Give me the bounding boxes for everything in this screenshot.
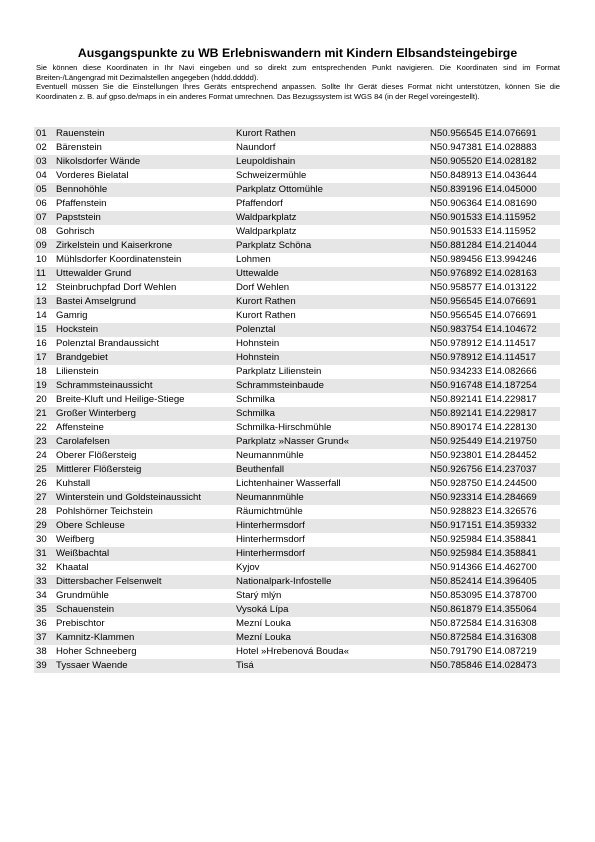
starting-point: Kurort Rathen: [234, 309, 428, 323]
hike-name: Rauenstein: [54, 127, 234, 141]
table-row: [34, 211, 560, 225]
table-row: [34, 575, 560, 589]
point-number: 36: [34, 617, 54, 631]
hike-name: Lilienstein: [54, 365, 234, 379]
hike-name: Obere Schleuse: [54, 519, 234, 533]
table-row: [34, 323, 560, 337]
gps-coordinates: N50.890174 E14.228130: [428, 421, 560, 435]
gps-coordinates: N50.956545 E14.076691: [428, 309, 560, 323]
hike-name: Großer Winterberg: [54, 407, 234, 421]
starting-point: Parkplatz Ottomühle: [234, 183, 428, 197]
table-row: [34, 127, 560, 141]
gps-coordinates: N50.853095 E14.378700: [428, 589, 560, 603]
starting-point: Kurort Rathen: [234, 127, 428, 141]
starting-point: Kurort Rathen: [234, 295, 428, 309]
table-row: [34, 155, 560, 169]
starting-point: Neumannmühle: [234, 449, 428, 463]
starting-point: Hinterhermsdorf: [234, 519, 428, 533]
starting-point: Vysoká Lípa: [234, 603, 428, 617]
point-number: 25: [34, 463, 54, 477]
table-row: [34, 393, 560, 407]
gps-coordinates: N50.956545 E14.076691: [428, 295, 560, 309]
starting-point: Lohmen: [234, 253, 428, 267]
gps-coordinates: N50.872584 E14.316308: [428, 617, 560, 631]
gps-coordinates: N50.839196 E14.045000: [428, 183, 560, 197]
table-row: [34, 169, 560, 183]
gps-coordinates: N50.785846 E14.028473: [428, 659, 560, 673]
hike-name: Weißbachtal: [54, 547, 234, 561]
hike-name: Khaatal: [54, 561, 234, 575]
gps-coordinates: N50.901533 E14.115952: [428, 225, 560, 239]
starting-point: Neumannmühle: [234, 491, 428, 505]
table-row: [34, 183, 560, 197]
hike-name: Gamrig: [54, 309, 234, 323]
table-row: [34, 449, 560, 463]
gps-coordinates: N50.872584 E14.316308: [428, 631, 560, 645]
table-row: [34, 309, 560, 323]
point-number: 29: [34, 519, 54, 533]
point-number: 15: [34, 323, 54, 337]
point-number: 16: [34, 337, 54, 351]
gps-coordinates: N50.923314 E14.284669: [428, 491, 560, 505]
table-row: [34, 435, 560, 449]
starting-point: Hinterhermsdorf: [234, 533, 428, 547]
hike-name: Schrammsteinaussicht: [54, 379, 234, 393]
point-number: 28: [34, 505, 54, 519]
point-number: 04: [34, 169, 54, 183]
table-row: [34, 197, 560, 211]
gps-coordinates: N50.852414 E14.396405: [428, 575, 560, 589]
starting-point: Leupoldishain: [234, 155, 428, 169]
starting-point: Schmilka-Hirschmühle: [234, 421, 428, 435]
table-row: [34, 617, 560, 631]
starting-point: Mezní Louka: [234, 617, 428, 631]
starting-point: Hotel »Hrebenová Bouda«: [234, 645, 428, 659]
starting-points-body: [34, 127, 560, 673]
point-number: 30: [34, 533, 54, 547]
table-row: [34, 295, 560, 309]
point-number: 23: [34, 435, 54, 449]
table-row: [34, 519, 560, 533]
hike-name: Hoher Schneeberg: [54, 645, 234, 659]
starting-point: Schweizermühle: [234, 169, 428, 183]
hike-name: Brandgebiet: [54, 351, 234, 365]
starting-point: Tisá: [234, 659, 428, 673]
table-row: [34, 225, 560, 239]
intro-paragraph: Eventuell müssen Sie die Einstellungen Ihres Geräts entsprechend anpassen. Sollte Ihr Gerät dieses Format nicht unterstützen, können Sie die Koordinaten z. B. auf gpso.de/maps in ein anderes Format umrechnen. Das Bezugssystem ist WGS 84 (in der Regel voreingestellt).: [36, 82, 560, 101]
table-row: [34, 533, 560, 547]
point-number: 12: [34, 281, 54, 295]
hike-name: Pfaffenstein: [54, 197, 234, 211]
point-number: 08: [34, 225, 54, 239]
gps-coordinates: N50.914366 E14.462700: [428, 561, 560, 575]
gps-coordinates: N50.976892 E14.028163: [428, 267, 560, 281]
gps-coordinates: N50.881284 E14.214044: [428, 239, 560, 253]
table-row: [34, 631, 560, 645]
point-number: 02: [34, 141, 54, 155]
starting-point: Polenztal: [234, 323, 428, 337]
point-number: 27: [34, 491, 54, 505]
point-number: 07: [34, 211, 54, 225]
gps-coordinates: N50.983754 E14.104672: [428, 323, 560, 337]
gps-coordinates: N50.791790 E14.087219: [428, 645, 560, 659]
point-number: 20: [34, 393, 54, 407]
starting-point: Räumichtmühle: [234, 505, 428, 519]
point-number: 03: [34, 155, 54, 169]
hike-name: Grundmühle: [54, 589, 234, 603]
hike-name: Bärenstein: [54, 141, 234, 155]
point-number: 10: [34, 253, 54, 267]
gps-coordinates: N50.928823 E14.326576: [428, 505, 560, 519]
table-row: [34, 463, 560, 477]
table-row: [34, 659, 560, 673]
gps-coordinates: N50.978912 E14.114517: [428, 351, 560, 365]
gps-coordinates: N50.958577 E14.013122: [428, 281, 560, 295]
table-row: [34, 603, 560, 617]
intro-paragraph: Sie können diese Koordinaten in Ihr Navi eingeben und so direkt zum entsprechenden Punkt navigieren. Die Koordinaten sind im Format Breiten-/Längengrad mit Dezimalstellen angegeben (hddd.ddddd).: [36, 63, 560, 82]
starting-point: Uttewalde: [234, 267, 428, 281]
table-row: [34, 337, 560, 351]
point-number: 34: [34, 589, 54, 603]
point-number: 33: [34, 575, 54, 589]
hike-name: Nikolsdorfer Wände: [54, 155, 234, 169]
gps-coordinates: N50.956545 E14.076691: [428, 127, 560, 141]
gps-coordinates: N50.978912 E14.114517: [428, 337, 560, 351]
table-row: [34, 547, 560, 561]
gps-coordinates: N50.947381 E14.028883: [428, 141, 560, 155]
point-number: 37: [34, 631, 54, 645]
starting-point: Waldparkplatz: [234, 225, 428, 239]
starting-point: Schmilka: [234, 407, 428, 421]
gps-coordinates: N50.925984 E14.358841: [428, 547, 560, 561]
gps-coordinates: N50.928750 E14.244500: [428, 477, 560, 491]
table-row: [34, 477, 560, 491]
point-number: 06: [34, 197, 54, 211]
table-row: [34, 253, 560, 267]
hike-name: Winterstein und Goldsteinaussicht: [54, 491, 234, 505]
hike-name: Steinbruchpfad Dorf Wehlen: [54, 281, 234, 295]
starting-point: Schmilka: [234, 393, 428, 407]
hike-name: Kamnitz-Klammen: [54, 631, 234, 645]
starting-point: Naundorf: [234, 141, 428, 155]
gps-coordinates: N50.926756 E14.237037: [428, 463, 560, 477]
table-row: [34, 561, 560, 575]
table-row: [34, 351, 560, 365]
gps-coordinates: N50.916748 E14.187254: [428, 379, 560, 393]
table-row: [34, 407, 560, 421]
point-number: 11: [34, 267, 54, 281]
hike-name: Schauenstein: [54, 603, 234, 617]
table-row: [34, 239, 560, 253]
point-number: 35: [34, 603, 54, 617]
table-row: [34, 379, 560, 393]
starting-point: Mezní Louka: [234, 631, 428, 645]
hike-name: Affensteine: [54, 421, 234, 435]
hike-name: Bastei Amselgrund: [54, 295, 234, 309]
gps-coordinates: N50.989456 E13.994246: [428, 253, 560, 267]
starting-point: Kyjov: [234, 561, 428, 575]
hike-name: Weifberg: [54, 533, 234, 547]
point-number: 26: [34, 477, 54, 491]
table-row: [34, 491, 560, 505]
gps-coordinates: N50.917151 E14.359332: [428, 519, 560, 533]
table-row: [34, 645, 560, 659]
table-row: [34, 505, 560, 519]
starting-point: Parkplatz Schöna: [234, 239, 428, 253]
hike-name: Pohlshörner Teichstein: [54, 505, 234, 519]
gps-coordinates: N50.892141 E14.229817: [428, 407, 560, 421]
starting-point: Hohnstein: [234, 351, 428, 365]
point-number: 05: [34, 183, 54, 197]
point-number: 24: [34, 449, 54, 463]
page-title: Ausgangspunkte zu WB Erlebniswandern mit Kindern Elbsandsteingebirge: [77, 46, 518, 61]
gps-coordinates: N50.892141 E14.229817: [428, 393, 560, 407]
table-row: [34, 141, 560, 155]
point-number: 31: [34, 547, 54, 561]
gps-coordinates: N50.934233 E14.082666: [428, 365, 560, 379]
gps-coordinates: N50.905520 E14.028182: [428, 155, 560, 169]
gps-coordinates: N50.901533 E14.115952: [428, 211, 560, 225]
starting-point: Pfaffendorf: [234, 197, 428, 211]
point-number: 09: [34, 239, 54, 253]
hike-name: Vorderes Bielatal: [54, 169, 234, 183]
point-number: 21: [34, 407, 54, 421]
hike-name: Prebischtor: [54, 617, 234, 631]
hike-name: Bennohöhle: [54, 183, 234, 197]
gps-coordinates: N50.925449 E14.219750: [428, 435, 560, 449]
starting-points-table: [34, 127, 560, 673]
hike-name: Mittlerer Flößersteig: [54, 463, 234, 477]
starting-point: Lichtenhainer Wasserfall: [234, 477, 428, 491]
starting-point: Parkplatz Lilienstein: [234, 365, 428, 379]
starting-point: Nationalpark-Infostelle: [234, 575, 428, 589]
hike-name: Dittersbacher Felsenwelt: [54, 575, 234, 589]
point-number: 14: [34, 309, 54, 323]
starting-point: Hinterhermsdorf: [234, 547, 428, 561]
gps-coordinates: N50.906364 E14.081690: [428, 197, 560, 211]
table-row: [34, 421, 560, 435]
point-number: 32: [34, 561, 54, 575]
table-row: [34, 267, 560, 281]
point-number: 19: [34, 379, 54, 393]
hike-name: Zirkelstein und Kaiserkrone: [54, 239, 234, 253]
starting-point: Beuthenfall: [234, 463, 428, 477]
starting-point: Parkplatz »Nasser Grund«: [234, 435, 428, 449]
gps-coordinates: N50.848913 E14.043644: [428, 169, 560, 183]
table-row: [34, 365, 560, 379]
gps-coordinates: N50.925984 E14.358841: [428, 533, 560, 547]
hike-name: Mühlsdorfer Koordinatenstein: [54, 253, 234, 267]
hike-name: Uttewalder Grund: [54, 267, 234, 281]
hike-name: Papststein: [54, 211, 234, 225]
hike-name: Gohrisch: [54, 225, 234, 239]
hike-name: Oberer Flößersteig: [54, 449, 234, 463]
intro-text: [36, 63, 560, 101]
starting-point: Dorf Wehlen: [234, 281, 428, 295]
hike-name: Hockstein: [54, 323, 234, 337]
hike-name: Kuhstall: [54, 477, 234, 491]
starting-point: Waldparkplatz: [234, 211, 428, 225]
gps-coordinates: N50.861879 E14.355064: [428, 603, 560, 617]
table-row: [34, 281, 560, 295]
hike-name: Breite-Kluft und Heilige-Stiege: [54, 393, 234, 407]
point-number: 22: [34, 421, 54, 435]
point-number: 13: [34, 295, 54, 309]
hike-name: Tyssaer Waende: [54, 659, 234, 673]
point-number: 17: [34, 351, 54, 365]
starting-point: Schrammsteinbaude: [234, 379, 428, 393]
hike-name: Polenztal Brandaussicht: [54, 337, 234, 351]
table-row: [34, 589, 560, 603]
gps-coordinates: N50.923801 E14.284452: [428, 449, 560, 463]
starting-point: Starý mlýn: [234, 589, 428, 603]
point-number: 38: [34, 645, 54, 659]
starting-point: Hohnstein: [234, 337, 428, 351]
point-number: 18: [34, 365, 54, 379]
point-number: 39: [34, 659, 54, 673]
point-number: 01: [34, 127, 54, 141]
hike-name: Carolafelsen: [54, 435, 234, 449]
